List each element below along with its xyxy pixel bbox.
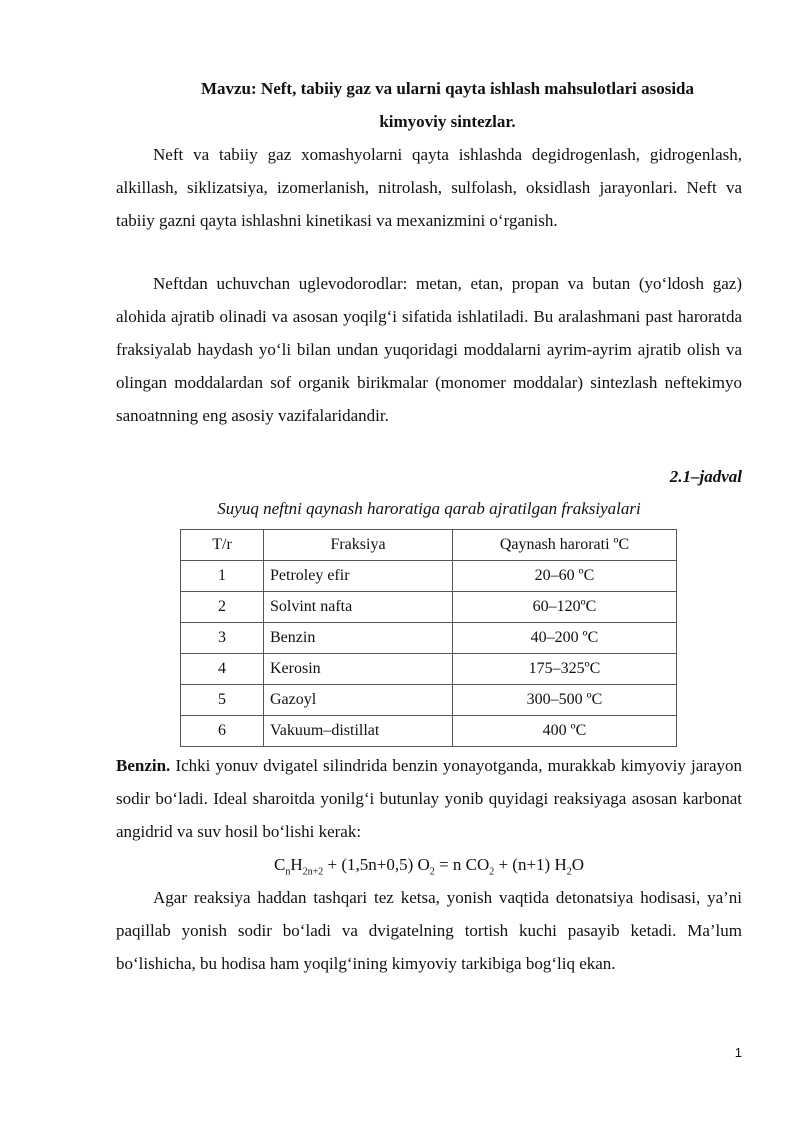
paragraph-detonation — [116, 881, 742, 980]
column-header: Qaynash harorati ºC — [453, 530, 677, 561]
page-number: 1 — [734, 1045, 742, 1060]
formula-part: + (n+1) H — [494, 855, 567, 874]
formula-subscript: 2 — [429, 866, 435, 878]
paragraph-benzin-text: Ichki yonuv dvigatel silindrida benzin yonayotganda, murakkab kimyoviy jarayon sodir bo‘ladi. Ideal sharoitda yonilg‘i butunlay yonib quyidagi reaksiyaga asosan karbonat angidrid va suv hosil bo‘lishi kerak: — [116, 756, 742, 841]
paragraph-hydrocarbons-text: Neftdan uchuvchan uglevodorodlar: metan, etan, propan va butan (yo‘ldosh gaz) alohida ajratib olinadi va asosan yoqilg‘i sifatida ishlatiladi. Bu aralashmani past haroratda fraksiyalab haydash yo‘li bilan undan yuqoridagi moddalarni ayrim-ayrim ajratib olish va olingan moddalardan sof organik birikmalar (monomer moddalar) sintezlash neftekimyo sanoatnning eng asosiy vazifalaridandir. — [116, 274, 742, 425]
paragraph-intro — [116, 138, 742, 237]
formula-subscript: 2 — [566, 866, 572, 878]
table-cell: 175–325ºC — [453, 654, 677, 685]
formula-part: C — [273, 855, 286, 874]
table-cell: 3 — [181, 623, 264, 654]
paragraph-benzin — [116, 749, 742, 848]
paragraph-intro-text: Neft va tabiiy gaz xomashyolarni qayta ishlashda degidrogenlash, gidrogenlash, alkillash, siklizatsiya, izomerlanish, nitrolash, sulfolash, oksidlash jarayonlari. Neft va tabiiy gazni qayta ishlashni kinetikasi va mexanizmini o‘rganish. — [116, 145, 742, 230]
formula-part: + (1,5n+0,5) O — [323, 855, 430, 874]
formula-subscript: n — [285, 866, 291, 878]
table-row — [181, 654, 677, 685]
table-number: 2.1–jadval — [669, 467, 742, 486]
table-cell: Kerosin — [264, 654, 453, 685]
table-cell: Benzin — [264, 623, 453, 654]
table-row — [181, 716, 677, 747]
formula-subscript: 2 — [489, 866, 495, 878]
table-cell: 2 — [181, 592, 264, 623]
page-title-line-1: Mavzu: Neft, tabiiy gaz va ularni qayta ishlash mahsulotlari asosida — [200, 79, 695, 98]
table-cell: Vakuum–distillat — [264, 716, 453, 747]
table-row — [181, 561, 677, 592]
table-row — [181, 592, 677, 623]
paragraph-hydrocarbons — [116, 267, 742, 432]
table-cell: 20–60 ºC — [453, 561, 677, 592]
table-cell: Gazoyl — [264, 685, 453, 716]
table-cell: Solvint nafta — [264, 592, 453, 623]
formula-part: H — [290, 855, 303, 874]
table-cell: 300–500 ºC — [453, 685, 677, 716]
table-cell: 400 ºC — [453, 716, 677, 747]
column-header: T/r — [181, 530, 264, 561]
table-row — [181, 623, 677, 654]
table-cell: 5 — [181, 685, 264, 716]
table-cell: 40–200 ºC — [453, 623, 677, 654]
table-cell: 4 — [181, 654, 264, 685]
formula-part: O — [571, 855, 585, 874]
table-cell: 6 — [181, 716, 264, 747]
paragraph-detonation-text: Agar reaksiya haddan tashqari tez ketsa, yonish vaqtida detonatsiya hodisasi, ya’ni paqillab yonish sodir bo‘ladi va dvigatelning tortish kuchi pasayib ketadi. Ma’lum bo‘lishicha, bu hodisa ham yoqilg‘ining kimyoviy tarkibiga bog‘liq ekan. — [116, 888, 742, 973]
table-cell: Petroley efir — [264, 561, 453, 592]
column-header: Fraksiya — [264, 530, 453, 561]
table-cell: 1 — [181, 561, 264, 592]
fractions-table — [180, 529, 677, 747]
formula-part: = n CO — [434, 855, 490, 874]
page-title-line-2: kimyoviy sintezlar. — [379, 112, 516, 131]
table-cell: 60–120ºC — [453, 592, 677, 623]
paragraph-benzin-term: Benzin. — [116, 756, 171, 775]
formula-subscript: 2n+2 — [302, 866, 324, 878]
table-header-row — [181, 530, 677, 561]
table-caption: Suyuq neftni qaynash haroratiga qarab ajratilgan fraksiyalari — [217, 499, 641, 518]
table-row — [181, 685, 677, 716]
